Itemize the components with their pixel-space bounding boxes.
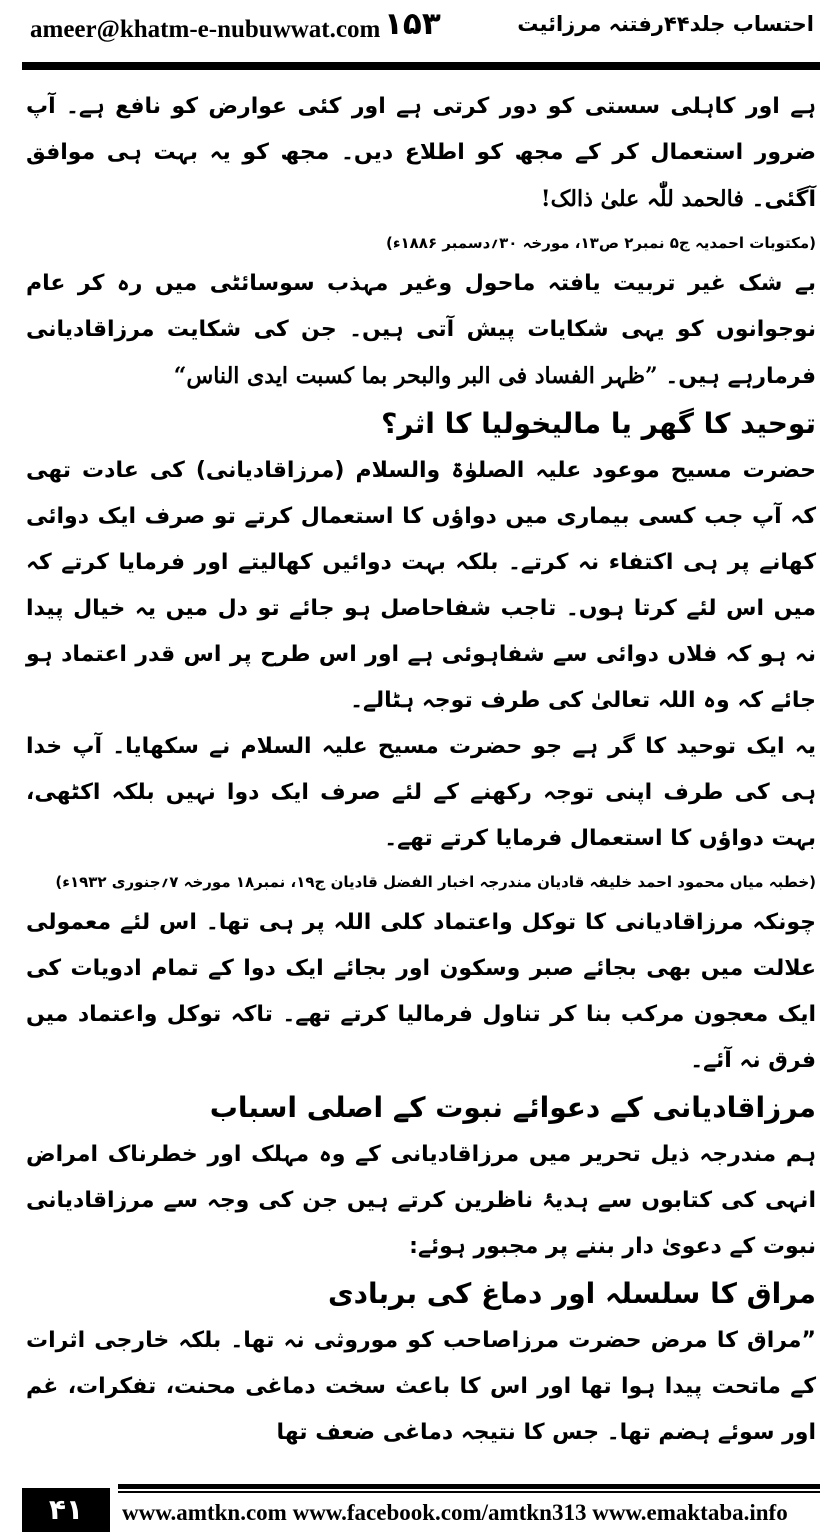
footer-rule bbox=[118, 1484, 820, 1489]
paragraph-1-text: ہے اور کاہلی سستی کو دور کرتی ہے اور کئی عوارض کو نافع ہے۔ آپ ضرور استعمال کر کے مجھ کو اطلاع دیں۔ مجھ کو یہ بہت ہی موافق آگئی۔ bbox=[26, 94, 816, 212]
paragraph-7: ”مراق کا مرض حضرت مرزاصاحب کو موروثی نہ تھا۔ بلکہ خارجی اثرات کے ماتحت پیدا ہوا تھا اور اس کا باعث سخت دماغی محنت، تفکرات، غم اور سوئے ہضم تھا۔ جس کا نتیجہ دماغی ضعف تھا bbox=[26, 1328, 816, 1445]
paragraph-2-arabic: ”ظہر الفساد فی البر والبحر بما کسبت ایدی الناس“ bbox=[173, 363, 658, 389]
citation-1: (مکتوبات احمدیہ ج۵ نمبر۲ ص۱۳، مورخہ ۳۰؍دسمبر ۱۸۸۶ء) bbox=[385, 234, 816, 252]
header-rule bbox=[22, 62, 820, 70]
page-number: ۱۵۳ bbox=[384, 6, 441, 42]
footer-rule-thin bbox=[118, 1491, 820, 1493]
heading-maraq: مراق کا سلسلہ اور دماغ کی بربادی bbox=[327, 1277, 816, 1310]
paragraph-1 bbox=[26, 84, 816, 223]
paragraph-2-text: بے شک غیر تربیت یافتہ ماحول وغیر مہذب سوسائٹی میں رہ کر عام نوجوانوں کو یہی شکایات پیش آتی ہیں۔ جن کی شکایت مرزاقادیانی فرمارہے ہیں۔ bbox=[26, 271, 816, 389]
paragraph-3: حضرت مسیح موعود علیہ الصلوٰۃ والسلام (مرزاقادیانی) کی عادت تھی کہ آپ جب کسی بیماری میں دواؤں کا استعمال کرتے تو صرف ایک دوائی کھانے پر ہی اکتفاء نہ کرتے۔ بلکہ بہت دوائیں کھالیتے اور فرمایا کرتے کہ میں اس لئے کرتا ہوں۔ تاجب شفاحاصل ہو جائے تو دل میں یہ خیال پیدا نہ ہو کہ فلاں دوائی سے شفاہوئی ہے اور اس طرح پر اس قدر اعتماد ہو جائے کہ وہ اللہ تعالیٰ کی طرف توجہ ہٹالے۔ bbox=[26, 458, 816, 713]
paragraph-6: ہم مندرجہ ذیل تحریر میں مرزاقادیانی کے وہ مہلک اور خطرناک امراض انہی کی کتابوں سے ہدیۂ ناظرین کرتے ہیں جن کی وجہ سے مرزاقادیانی نبوت کے دعویٰ دار بننے پر مجبور ہوئے: bbox=[26, 1142, 816, 1259]
heading-tawheed: توحید کا گھر یا مالیخولیا کا اثر؟ bbox=[381, 407, 816, 440]
paragraph-1-arabic: فالحمد للّٰہ علیٰ ذالک! bbox=[540, 186, 744, 212]
citation-2: (خطبہ میاں محمود احمد خلیفہ قادیان مندرجہ اخبار الفضل قادیان ج۱۹، نمبر۱۸ مورخہ ۷؍جنوری ۱۹۳۲ء) bbox=[55, 873, 816, 891]
paragraph-5: چونکہ مرزاقادیانی کا توکل واعتماد کلی اللہ پر ہی تھا۔ اس لئے معمولی علالت میں بھی بجائے صبر وسکون اور بجائے ایک دوا کے تمام ادویات کی ایک معجون مرکب بنا کر تناول فرمالیا کرتے تھے۔ تاکہ توکل واعتماد میں فرق نہ آئے۔ bbox=[26, 910, 816, 1073]
paragraph-4: یہ ایک توحید کا گر ہے جو حضرت مسیح علیہ السلام نے سکھایا۔ آپ خدا ہی کی طرف اپنی توجہ رکھنے کے لئے صرف ایک دوا نہیں بلکہ اکٹھی، بہت دواؤں کا استعمال فرمایا کرتے تھے۔ bbox=[26, 734, 816, 851]
page-header bbox=[0, 0, 840, 56]
page-body bbox=[26, 84, 816, 1456]
sheet-number: ۴۱ bbox=[22, 1488, 110, 1532]
header-email: ameer@khatm-e-nubuwwat.com bbox=[30, 16, 381, 43]
heading-causes: مرزاقادیانی کے دعوائے نبوت کے اصلی اسباب bbox=[209, 1091, 816, 1124]
footer-urls: www.amtkn.com www.facebook.com/amtkn313 www.emaktaba.info bbox=[122, 1500, 788, 1525]
book-title: احتساب جلد۴۴رفتنہ مرزائیت bbox=[517, 12, 814, 36]
paragraph-2 bbox=[26, 261, 816, 400]
